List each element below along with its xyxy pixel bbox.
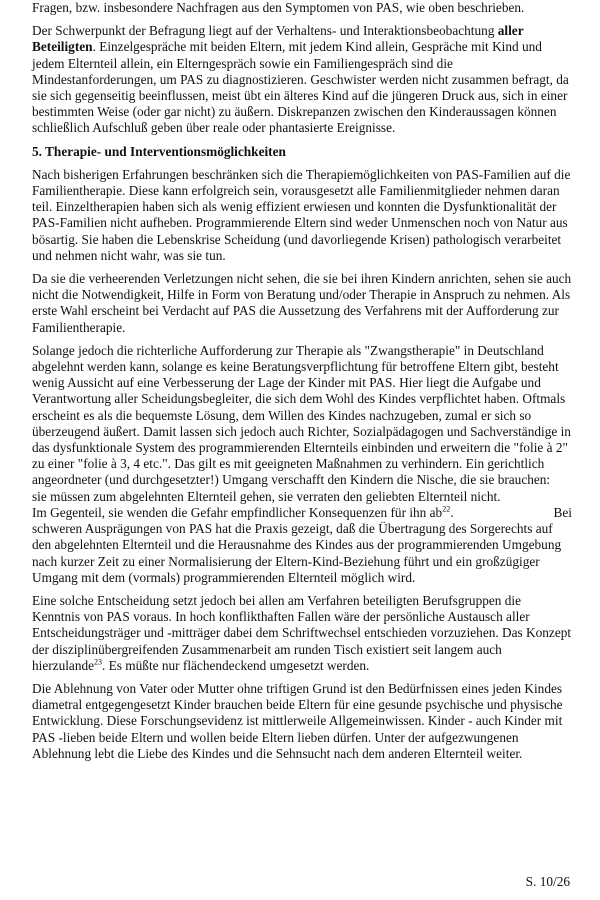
- decision-text-2: . Es müßte nur flächendeckend umgesetzt werden.: [102, 657, 370, 673]
- footnote-ref-22[interactable]: 22: [442, 504, 451, 514]
- court-order-bei: Bei: [553, 504, 572, 520]
- page-number: S. 10/26: [525, 874, 570, 889]
- paragraph-interview-focus: [32, 23, 572, 136]
- decision-text-1: Eine solche Entscheidung setzt jedoch bei allen am Verfahren beteiligten Berufsgruppen die Kenntnis von PAS voraus. In hoch konflikthaften Fallen wäre der persönliche Austausch aller Entscheidungsträger und -mitträger dabei dem Schriftwechsel entschieden vorzuziehen. Das Konzept der disziplinübergreifenden Zusammenarbeit am runden Tisch existiert seit langem auch hierzulande: [32, 592, 572, 673]
- court-order-text-2: sie müssen zum abgelehnten Elternteil gehen, sie verraten den geliebten Elternteil nicht.: [32, 488, 501, 504]
- paragraph-rejection: Die Ablehnung von Vater oder Mutter ohne triftigen Grund ist den Bedürfnissen eines jeden Kindes diametral entgegengesetzt Kinder brauchen beide Eltern für eine gesunde psychische und physische Entwicklung. Diese Forschungsevidenz ist mittlerweile Allgemeinwissen. Kinder - auch Kinder mit PAS -lieben beide Eltern und wollen beide Eltern lieben dürfen. Unter der aufgezwungenen Ablehnung lebt die Liebe des Kindes und die Sehnsucht nach dem anderen Elternteil weiter.: [32, 680, 563, 761]
- interview-focus-text-1: Der Schwerpunkt der Befragung liegt auf der Verhaltens- und Interaktionsbeobachtung: [32, 23, 495, 39]
- court-order-text-1: Solange jedoch die richterliche Aufforderung zur Therapie als "Zwangstherapie" in Deutschland abgelehnt werden kann, solange es keine Beratungsverpflichtung für betroffene Eltern gibt, besteht wenig Aussicht auf eine Verbesserung der Lage der Kinder mit PAS. Hier liegt die Aufgabe und Verantwortung aller Scheidungsbegleiter, die sich dem Wohl des Kindes verpflichtet haben. Oftmals erscheint es als die bequemste Lösung, dem Willen des Kindes nachzugeben, zumal er sich so überzeugend äußert. Damit lassen sich jedoch auch Richter, Sozialpädagogen und Sachverständige in das dysfunktionale System des programmierenden Elternteils einbinden und erweitern die "folie à 2" zu einer "folie à 3, 4 etc.". Das gilt es mit geeigneten Maßnahmen zu verhindern. Ein gerichtlich angeordneter (und durchgesetzter!) Umgang verschafft den Kindern die Nische, die sie brauchen:: [32, 342, 571, 488]
- footnote-ref-23[interactable]: 23: [94, 657, 103, 667]
- paragraph-court-order: [32, 343, 572, 586]
- document-page: [32, 0, 572, 769]
- court-order-text-4: schweren Ausprägungen von PAS hat die Praxis gezeigt, daß die Übertragung des Sorgerechts auf den abgelehnten Elternteil und die Herausnahme des Kindes aus der programmierenden Umgebung nach kurzer Zeit zu einer Normalisierung der Eltern-Kind-Beziehung führt und ein großzügiger Umgang mit dem (vormals) programmierenden Elternteil möglich wird.: [32, 521, 562, 585]
- paragraph-decision: [32, 593, 572, 674]
- interview-focus-text-2: . Einzelgespräche mit beiden Eltern, mit jedem Kind allein, Gespräche mit Kind und jedem Elternteil allein, ein Elterngespräch sowie ein Familiengespräch sind die Mindestanforderungen, um PAS zu diagnostizieren. Geschwister werden nicht zusammen befragt, da sie sich gegenseitig beeinflussen, meist übt ein älteres Kind auf die jüngeren Druck aus, sich in einer bestimmten Weise (oder gar nicht) zu äußern. Diskrepanzen zwischen den Kinderaussagen können schließlich Aufschluß geben über reale oder phantasierte Ereignisse.: [32, 39, 569, 136]
- court-order-period: .: [450, 504, 454, 520]
- section-heading: 5. Therapie- und Interventionsmöglichkeiten: [32, 143, 286, 159]
- paragraph-injuries: Da sie die verheerenden Verletzungen nicht sehen, die sie bei ihren Kindern anrichten, sehen sie auch nicht die Notwendigkeit, Hilfe in Form von Beratung und/oder Therapie in Anspruch zu nehmen. Als erste Wahl erscheint bei Verdacht auf PAS die Aussetzung des Verfahrens mit der Aufforderung zur Familientherapie.: [32, 271, 572, 335]
- paragraph-therapy-options: Nach bisherigen Erfahrungen beschränken sich die Therapiemöglichkeiten von PAS-Familien auf die Familientherapie. Diese kann erfolgreich sein, vorausgesetzt alle Familienmitglieder nehmen daran teil. Einzeltherapien haben sich als wenig effizient erwiesen und konnten die Dysfunktionalität der PAS-Familien nicht aufheben. Programmierende Eltern sind weder Unmenschen noch von Natur aus bösartig. Sie haben die Lebenskrise Scheidung (und davorliegende Krisen) pathologisch verarbeitet und nehmen nicht wahr, was sie tun.: [32, 166, 571, 263]
- court-order-text-3: Im Gegenteil, sie wenden die Gefahr empfindlicher Konsequenzen für ihn ab: [32, 504, 443, 520]
- paragraph-symptoms-continuation: Fragen, bzw. insbesondere Nachfragen aus den Symptomen von PAS, wie oben beschrieben.: [32, 0, 525, 15]
- emphasis-all-participants: aller Beteiligten: [32, 23, 524, 55]
